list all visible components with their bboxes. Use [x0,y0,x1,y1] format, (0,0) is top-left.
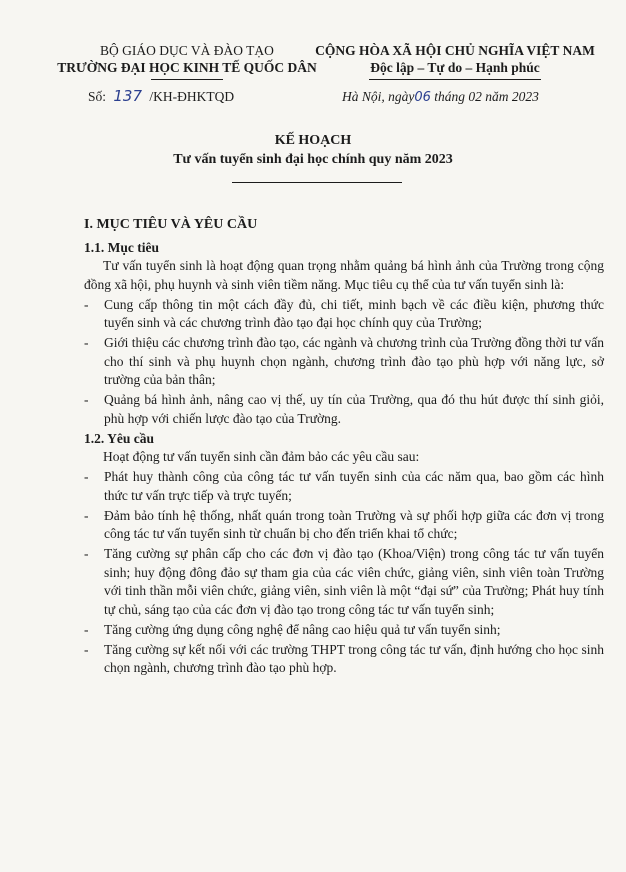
document-date [342,89,539,105]
title-underline [232,182,402,183]
list-item: - Cung cấp thông tin một cách đầy đủ, chi tiết, minh bạch về các điều kiện, phương thức tuyển sinh và các chương trình đào tạo đại học chính quy của Trường; [84,296,604,330]
list-item: - Phát huy thành công của công tác tư vấn tuyển sinh của các năm qua, bao gồm các hình thức tư vấn trực tiếp và trực tuyến; [84,469,604,503]
document-body [84,216,604,679]
handwritten-number: 137 [113,87,143,105]
list-item: - Tăng cường sự phân cấp cho các đơn vị đào tạo (Khoa/Viện) trong công tác tư vấn tuyển sinh; huy động đông đảo sự tham gia của các viên chức, giảng viên, sinh viên toàn Trường với tinh thần mỗi viên chức, giảng viên, sinh viên là một “đại sứ” của Trường; Phát huy tính tự chủ, sáng tạo của các đơn vị đào tạo trong công tác tư vấn tuyển sinh; [84,546,604,617]
subsection-heading-objectives: 1.1. Mục tiêu [84,239,159,255]
motto-underline [369,79,541,80]
document-subtitle: Tư vấn tuyển sinh đại học chính quy năm 2023 [173,152,453,167]
national-motto: Độc lập – Tự do – Hạnh phúc [370,60,540,75]
list-item: - Tăng cường sự kết nối với các trường THPT trong công tác tư vấn, định hướng cho học sinh chọn ngành, chương trình đào tạo phù hợp. [84,641,604,675]
handwritten-day: 06 [414,90,431,105]
subsection-heading-requirements: 1.2. Yêu cầu [84,430,154,446]
document-title: KẾ HOẠCH [274,133,352,148]
issuer-block [52,42,322,80]
date-suffix: tháng 02 năm 2023 [434,89,539,104]
list-item: - Tăng cường ứng dụng công nghệ để nâng cao hiệu quả tư vấn tuyển sinh; [84,621,501,637]
list-item: - Đảm bảo tính hệ thống, nhất quán trong toàn Trường và sự phối hợp giữa các đơn vị trong công tác tư vấn tuyển sinh từ chuẩn bị cho đến triển khai tổ chức; [84,507,604,541]
date-prefix: Hà Nội, ngày [342,89,415,104]
university-name: TRƯỜNG ĐẠI HỌC KINH TẾ QUỐC DÂN [57,60,317,75]
republic-name: CỘNG HÒA XÃ HỘI CHỦ NGHĨA VIỆT NAM [315,43,595,58]
ministry-name: BỘ GIÁO DỤC VÀ ĐÀO TẠO [100,43,274,58]
issuer-underline [151,79,223,80]
number-suffix: /KH-ĐHKTQD [149,89,235,104]
number-prefix: Số: [88,89,107,104]
list-item: - Giới thiệu các chương trình đào tạo, các ngành và chương trình của Trường đồng thời tư vấn cho thí sinh và phụ huynh chọn ngành, chương trình đào tạo phù hợp với năng lực, sở trường của bản thân; [84,335,604,387]
document-number [88,87,234,105]
objectives-intro: Tư vấn tuyển sinh là hoạt động quan trọng nhằm quảng bá hình ảnh của Trường trong cộng đồng xã hội, phụ huynh và sinh viên tiềm năng. Mục tiêu cụ thể của tư vấn tuyển sinh là: [84,258,604,292]
requirements-intro: Hoạt động tư vấn tuyển sinh cần đảm bảo các yêu cầu sau: [103,449,420,464]
list-item: - Quảng bá hình ảnh, nâng cao vị thế, uy tín của Trường, qua đó thu hút được thí sinh giỏi, phù hợp với chiến lược đào tạo của Trường. [84,392,604,426]
section-heading: I. MỤC TIÊU VÀ YÊU CẦU [84,217,258,232]
national-block [300,42,610,80]
